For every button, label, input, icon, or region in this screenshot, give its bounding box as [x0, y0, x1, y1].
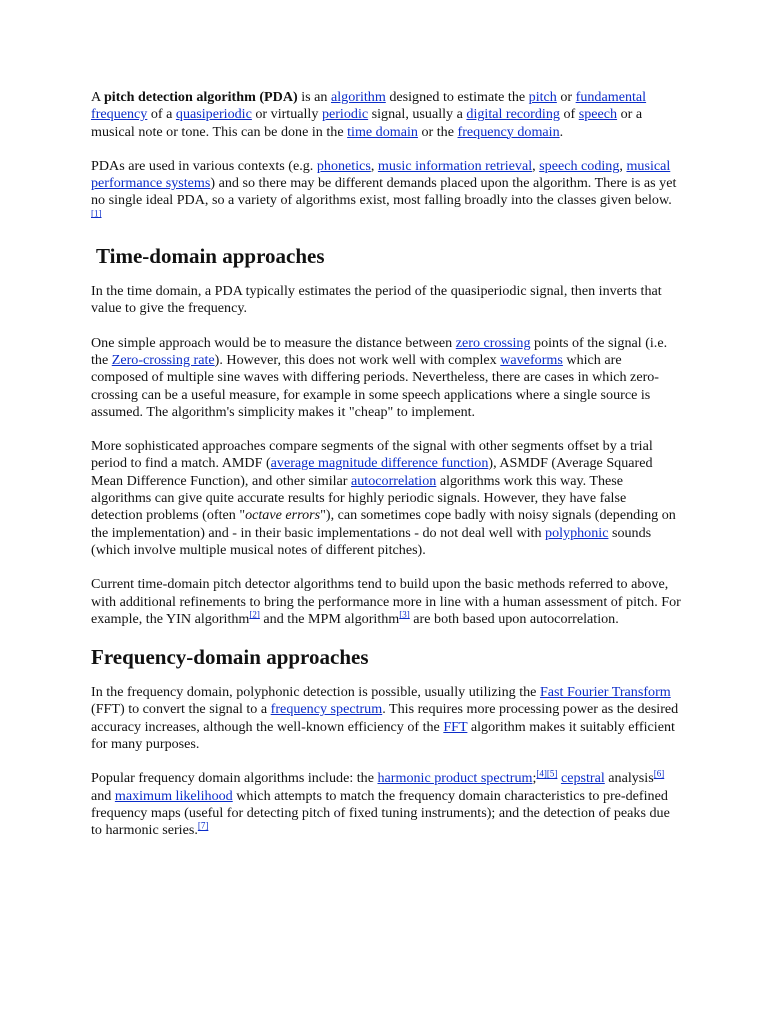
- time-domain-paragraph-1: In the time domain, a PDA typically estimates the period of the quasiperiodic signal, then inverts that value to give the frequency.: [91, 283, 662, 317]
- text-run: algorithm makes it suitably efficient for many purposes.: [91, 718, 675, 753]
- text-run: is an: [297, 89, 331, 105]
- citation-link-7[interactable]: [7]: [197, 820, 209, 831]
- link-time-domain[interactable]: time domain: [347, 123, 418, 140]
- text-run: Popular frequency domain algorithms include: the: [91, 770, 378, 787]
- link-musical-performance-systems[interactable]: musical performance systems: [91, 157, 671, 192]
- text-run: designed to estimate the: [385, 89, 529, 105]
- text-run: ,: [532, 157, 540, 174]
- link-periodic[interactable]: periodic: [321, 106, 369, 123]
- link-zero-crossing[interactable]: zero crossing: [455, 334, 531, 351]
- link-cepstral[interactable]: cepstral: [560, 770, 605, 787]
- text-run: PDAs are used in various contexts (e.g.: [91, 157, 317, 174]
- intro-paragraph-1: [91, 89, 681, 141]
- article-body: [91, 89, 681, 840]
- text-run: of a: [147, 106, 176, 123]
- frequency-domain-paragraph-1: [91, 684, 681, 753]
- time-domain-paragraph-2: [91, 335, 681, 421]
- link-harmonic-product-spectrum[interactable]: harmonic product spectrum: [377, 770, 533, 787]
- link-fft[interactable]: FFT: [443, 718, 468, 735]
- link-music-information-retrieval[interactable]: music information retrieval: [377, 157, 533, 174]
- text-run: ), ASMDF (Average Squared Mean Difference Function), and other similar: [91, 455, 653, 489]
- text-run: ) and so there may be different demands placed upon the algorithm. There is as yet no single ideal PDA, so a variety of algorithms exist, most falling broadly into the classes given below.: [91, 175, 677, 209]
- text-run: or: [556, 89, 576, 105]
- text-run: sounds (which involve multiple musical notes of different pitches).: [91, 524, 652, 558]
- citation-link-3[interactable]: [3]: [399, 609, 410, 620]
- text-run: and the MPM algorithm: [259, 610, 400, 627]
- citation-link-2[interactable]: [2]: [249, 609, 260, 620]
- link-average-magnitude-difference-function[interactable]: average magnitude difference function: [270, 455, 489, 472]
- text-run: which are composed of multiple sine waves with differing periods. Nevertheless, there are cases in which zero-crossing can be a useful measure, for example in some speech applications where a single source is assumed. The algorithm's simplicity makes it "cheap" to implement.: [91, 351, 660, 420]
- italic-term: octave errors: [245, 507, 321, 524]
- link-fast-fourier-transform[interactable]: Fast Fourier Transform: [539, 684, 671, 701]
- citation-link-4[interactable]: [4]: [536, 768, 547, 779]
- link-waveforms[interactable]: waveforms: [500, 351, 563, 368]
- link-digital-recording[interactable]: digital recording: [466, 106, 560, 123]
- text-run: or a musical note or tone. This can be done in the: [91, 106, 643, 140]
- section-heading-time-domain: Time-domain approaches: [96, 244, 325, 269]
- text-run: "), can sometimes cope badly with noisy signals (depending on the implementation) and - in their basic implementations - do not deal well with: [91, 507, 676, 541]
- time-domain-paragraph-3: [91, 438, 681, 559]
- text-run: points of the signal (i.e. the: [91, 334, 668, 368]
- text-run: . This requires more processing power as the desired accuracy increases, although the well-known efficiency of the: [91, 701, 679, 735]
- text-run: ). However, this does not work well with complex: [214, 351, 501, 368]
- text-run: ,: [370, 157, 378, 174]
- link-frequency-domain[interactable]: frequency domain: [457, 123, 560, 140]
- link-algorithm[interactable]: algorithm: [330, 89, 386, 105]
- section-heading-frequency-domain: Frequency-domain approaches: [91, 645, 369, 670]
- text-run: One simple approach would be to measure the distance between: [91, 334, 456, 351]
- text-run: (FFT) to convert the signal to a: [91, 701, 271, 718]
- link-zero-crossing-rate[interactable]: Zero-crossing rate: [111, 351, 215, 368]
- bold-term: pitch detection algorithm (PDA): [103, 89, 298, 105]
- citation-link-6[interactable]: [6]: [653, 768, 665, 779]
- text-run: ;: [532, 770, 537, 787]
- text-run: .: [559, 123, 564, 140]
- time-domain-paragraph-4: [91, 576, 681, 628]
- link-speech-coding[interactable]: speech coding: [539, 157, 620, 174]
- text-run: Current time-domain pitch detector algorithms tend to build upon the basic methods referred to above, with additional refinements to bring the performance more in line with a human assessment of pitch. For example, the YIN algorithm: [91, 576, 681, 627]
- text-run: ,: [619, 157, 627, 174]
- link-polyphonic[interactable]: polyphonic: [545, 524, 609, 541]
- frequency-domain-paragraph-2: [91, 770, 681, 839]
- link-fundamental-frequency[interactable]: fundamental frequency: [91, 89, 647, 123]
- citation-link-5[interactable]: [5]: [546, 768, 558, 779]
- text-run: In the frequency domain, polyphonic detection is possible, usually utilizing the: [91, 684, 540, 701]
- text-run: signal, usually a: [368, 106, 467, 123]
- text-run: are both based upon autocorrelation.: [409, 610, 619, 627]
- link-autocorrelation[interactable]: autocorrelation: [351, 472, 437, 489]
- link-maximum-likelihood[interactable]: maximum likelihood: [114, 787, 233, 804]
- text-run: analysis: [604, 770, 654, 787]
- text-run: which attempts to match the frequency domain characteristics to pre-defined frequency maps (useful for detecting pitch of fixed tuning instruments); and the detection of peaks due to harmonic series.: [91, 787, 670, 839]
- intro-paragraph-2: [91, 158, 681, 227]
- text-run: or the: [417, 123, 458, 140]
- text-run: and: [91, 787, 115, 804]
- text-run: algorithms work this way. These algorithms can give quite accurate results for highly periodic signals. However, they have false detection problems (often ": [91, 472, 627, 524]
- link-pitch[interactable]: pitch: [528, 89, 557, 105]
- citation-link-1[interactable]: [1]: [91, 208, 102, 219]
- text-run: More sophisticated approaches compare segments of the signal with other segments offset by a trial period to find a match. AMDF (: [91, 438, 653, 472]
- text-run: of: [559, 106, 579, 123]
- text-run: or virtually: [251, 106, 322, 123]
- link-frequency-spectrum[interactable]: frequency spectrum: [270, 701, 383, 718]
- link-speech[interactable]: speech: [578, 106, 618, 123]
- link-quasiperiodic[interactable]: quasiperiodic: [175, 106, 252, 123]
- link-phonetics[interactable]: phonetics: [316, 157, 371, 174]
- text-run: A: [91, 89, 104, 105]
